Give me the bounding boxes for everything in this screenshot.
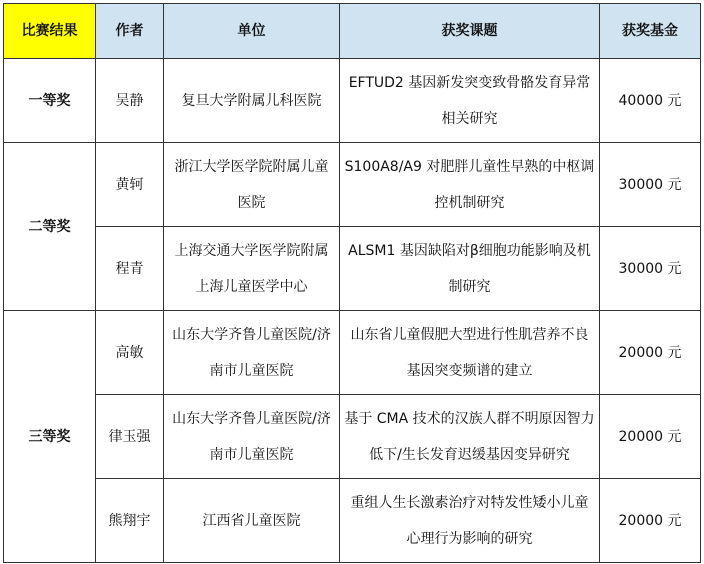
unit-cell: 复旦大学附属儿科医院	[164, 59, 340, 143]
prize-label-first: 一等奖	[4, 59, 96, 143]
awards-table	[3, 3, 701, 563]
unit-cell: 山东大学齐鲁儿童医院/济南市儿童医院	[164, 311, 340, 395]
table-row	[4, 143, 701, 227]
fund-cell: 20000 元	[600, 395, 701, 479]
topic-cell: 基于 CMA 技术的汉族人群不明原因智力低下/生长发育迟缓基因变异研究	[340, 395, 600, 479]
fund-cell: 20000 元	[600, 311, 701, 395]
table-row	[4, 59, 701, 143]
prize-label-third: 三等奖	[4, 311, 96, 563]
author-cell: 律玉强	[96, 395, 164, 479]
topic-cell: 山东省儿童假肥大型进行性肌营养不良基因突变频谱的建立	[340, 311, 600, 395]
fund-cell: 30000 元	[600, 143, 701, 227]
prize-label-second: 二等奖	[4, 143, 96, 311]
topic-cell: S100A8/A9 对肥胖儿童性早熟的中枢调控机制研究	[340, 143, 600, 227]
unit-cell: 浙江大学医学院附属儿童医院	[164, 143, 340, 227]
topic-cell: EFTUD2 基因新发突变致骨骼发育异常相关研究	[340, 59, 600, 143]
header-unit: 单位	[164, 4, 340, 59]
table-row	[4, 311, 701, 395]
unit-cell: 山东大学齐鲁儿童医院/济南市儿童医院	[164, 395, 340, 479]
header-fund: 获奖基金	[600, 4, 701, 59]
header-row	[4, 4, 701, 59]
header-result: 比赛结果	[4, 4, 96, 59]
author-cell: 程青	[96, 227, 164, 311]
table-row	[4, 227, 701, 311]
header-topic: 获奖课题	[340, 4, 600, 59]
fund-cell: 30000 元	[600, 227, 701, 311]
table-row	[4, 479, 701, 563]
fund-cell: 20000 元	[600, 479, 701, 563]
author-cell: 吴静	[96, 59, 164, 143]
topic-cell: ALSM1 基因缺陷对β细胞功能影响及机制研究	[340, 227, 600, 311]
unit-cell: 上海交通大学医学院附属上海儿童医学中心	[164, 227, 340, 311]
table-row	[4, 395, 701, 479]
unit-cell: 江西省儿童医院	[164, 479, 340, 563]
author-cell: 熊翔宇	[96, 479, 164, 563]
author-cell: 高敏	[96, 311, 164, 395]
author-cell: 黄轲	[96, 143, 164, 227]
topic-cell: 重组人生长激素治疗对特发性矮小儿童心理行为影响的研究	[340, 479, 600, 563]
fund-cell: 40000 元	[600, 59, 701, 143]
header-author: 作者	[96, 4, 164, 59]
